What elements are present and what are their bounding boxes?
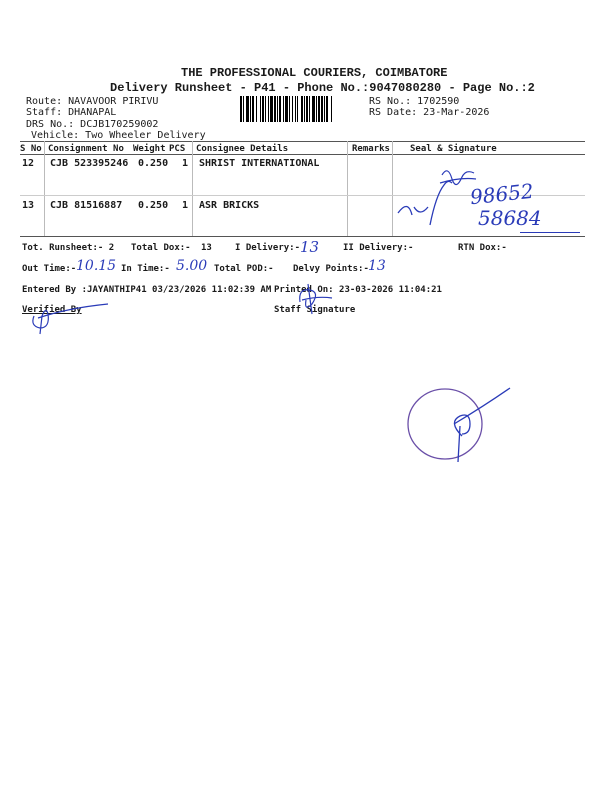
row-pcs: 1 xyxy=(182,158,189,169)
barcode xyxy=(240,96,368,122)
ii-delivery-label: II Delivery:- xyxy=(343,243,414,253)
row-consignment: CJB 81516887 xyxy=(50,200,123,211)
total-pod-label: Total POD:- xyxy=(214,264,274,274)
row-sno: 12 xyxy=(22,158,35,169)
staff-signature-scribble xyxy=(288,278,348,318)
handwritten-phone-line2: 58684 xyxy=(478,206,542,230)
delvy-points-label: Delvy Points:- xyxy=(293,264,369,274)
total-dox-label: Total Dox:- xyxy=(131,243,191,253)
out-time-handwritten: 10.15 xyxy=(76,258,117,274)
printed-on: Printed On: 23-03-2026 11:04:21 xyxy=(274,285,442,295)
row-consignment: CJB 523395246 xyxy=(50,158,129,169)
rs-number: RS No.: 1702590 xyxy=(369,96,460,107)
col-header-pcs: PCS xyxy=(169,144,186,154)
company-title: THE PROFESSIONAL COURIERS, COIMBATORE xyxy=(181,66,448,80)
table-top-rule xyxy=(20,141,585,142)
row-pcs: 1 xyxy=(182,200,189,211)
i-delivery-handwritten: 13 xyxy=(300,238,320,256)
col-header-consignee: Consignee Details xyxy=(196,144,289,154)
verified-by-signature xyxy=(24,296,114,336)
handwritten-phone-line1: 98652 xyxy=(468,178,535,210)
col-header-remarks: Remarks xyxy=(352,144,390,154)
delvy-points-handwritten: 13 xyxy=(368,258,386,274)
staff-label: Staff: DHANAPAL xyxy=(26,107,117,118)
i-delivery-label: I Delivery:- xyxy=(235,243,301,253)
col-sep-1 xyxy=(44,141,45,236)
col-header-seal: Seal & Signature xyxy=(410,144,497,154)
route-label: Route: NAVAVOOR PIRIVU xyxy=(26,96,159,107)
row-consignee: SHRIST INTERNATIONAL xyxy=(199,158,320,169)
in-time-handwritten: 5.00 xyxy=(176,258,208,274)
table-bottom-rule xyxy=(20,236,585,237)
col-header-consignment: Consignment No xyxy=(48,144,124,154)
rtn-dox-label: RTN Dox:- xyxy=(458,243,507,253)
barcode-bar xyxy=(331,96,332,122)
row-weight: 0.250 xyxy=(138,158,169,169)
col-header-sno: S No xyxy=(20,144,42,154)
tot-runsheet: Tot. Runsheet:- 2 xyxy=(22,243,115,253)
verified-by-label: Verified By xyxy=(22,305,82,315)
drs-number: DRS No.: DCJB170259002 xyxy=(26,119,159,130)
runsheet-title: Delivery Runsheet - P41 - Phone No.:9047080280 - Page No.:2 xyxy=(110,81,535,95)
total-dox-value: 13 xyxy=(201,243,212,253)
handwritten-underline xyxy=(520,232,580,233)
col-header-weight: Weight xyxy=(133,144,166,154)
staff-signature-label: Staff Signature xyxy=(274,305,356,315)
in-time-label: In Time:- xyxy=(121,264,170,274)
row-sno: 13 xyxy=(22,200,35,211)
row-consignee: ASR BRICKS xyxy=(199,200,260,211)
out-time-label: Out Time:- xyxy=(22,264,77,274)
row-weight: 0.250 xyxy=(138,200,169,211)
rs-date: RS Date: 23-Mar-2026 xyxy=(369,107,490,118)
col-sep-2 xyxy=(192,141,193,236)
vehicle-label: Vehicle: Two Wheeler Delivery xyxy=(31,130,206,141)
round-stamp xyxy=(400,386,520,466)
col-sep-3 xyxy=(347,141,348,236)
entered-by: Entered By :JAYANTHIP41 03/23/2026 11:02:39 AM xyxy=(22,285,272,295)
